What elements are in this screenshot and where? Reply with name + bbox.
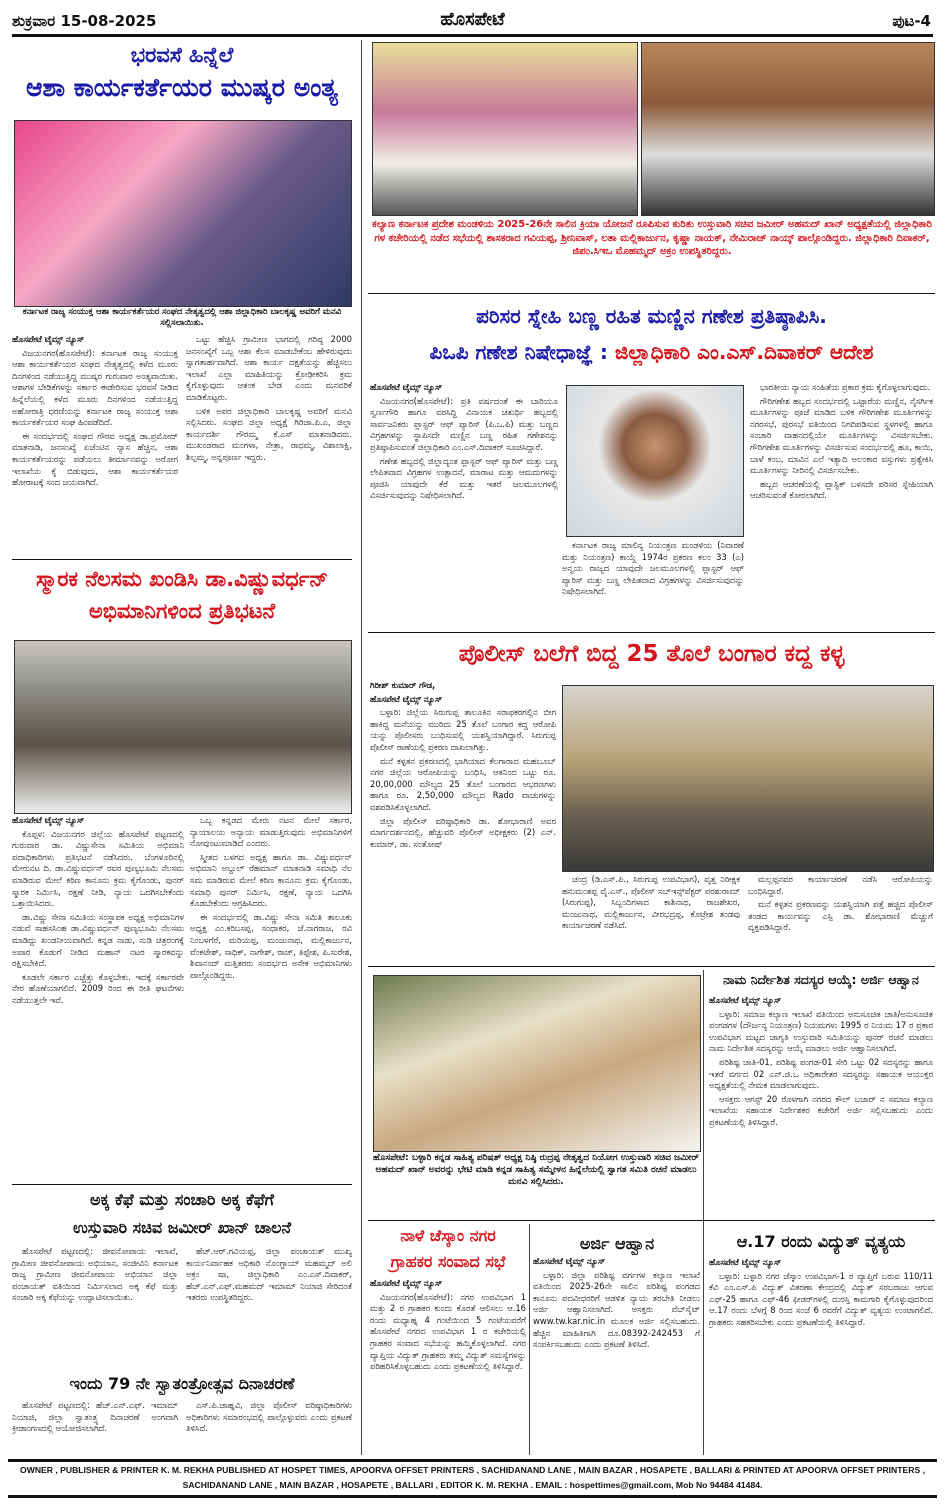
paragraph: ಬಳ್ಳಾರಿ: ಜಿಲ್ಲಾ ಪರಿಶಿಷ್ಟ ವರ್ಗಗಳ ಕಲ್ಯಾಣ ಇಲಾಖೆ ವತಿಯಿಂದ 2025-26ನೇ ಸಾಲಿನ ಪರಿಶಿಷ್ಟ ಪಂಗಡದ ಕಾನೂನು ಪದವೀಧರರಿಗೆ ಆಡಳಿತ ನ್ಯಾಯ ತರಬೇತಿ ನೀಡಲು ಅರ್ಜಿ ಆಹ್ವಾನಿಸಲಾಗಿದೆ. ಆಸಕ್ತರು ವೆಬ್‌ಸೈಟ್ www.tw.kar.nic.in ಮೂಲಕ ಅರ್ಜಿ ಸಲ್ಲಿಸಬಹುದು. ಹೆಚ್ಚಿನ ಮಾಹಿತಿಗಾಗಿ ದೂ.08392-242453 ಗೆ ಸಂಪರ್ಕಿಸಬಹುದು ಎಂದು ಪ್ರಕಟಣೆ ತಿಳಿಸಿದೆ. [533, 1269, 700, 1350]
divider [12, 1184, 352, 1185]
story6-col2 [750, 382, 933, 627]
paragraph: ಹೊಸಪೇಟೆ ಪಟ್ಟಣದಲ್ಲಿ: ಹೆಚ್.ಎನ್.ಎಫ್. ಇಮಾಮ್ ನಿಯಾಜಿ, ಜಿಲ್ಲಾ ಸ್ವಾತಂತ್ರ್ಯ ದಿನಾಚರಣೆ ಅಂಗವಾಗಿ ಕ್ರೀಡಾಂಗಣದಲ್ಲಿ ಆಯೋಜಿಸಲಾಗಿದೆ. [12, 1400, 178, 1434]
story7-col1 [370, 680, 556, 960]
paragraph: ಈ ಸಂದರ್ಭದಲ್ಲಿ ಡಾ.ವಿಷ್ಣು ಸೇನಾ ಸಮಿತಿ ತಾಲೂಕು ಅಧ್ಯಕ್ಷ ಎಂ.ಕರಿಬಸಪ್ಪ, ಸಂಧಾಕರ, ಜೆ.ನಾಗರಾಜ, ರವಿ ನಿಂಬಳಗೆರೆ, ಮರಿಯಪ್ಪ, ಮಂಜುನಾಥ, ಮಲ್ಲಿಕಾರ್ಜುನ, ವೆಂಕಟೇಶ್, ಸಾಧಿಕ್, ನಾಗೇಶ್, ರಾಜ್, ತಿಪ್ಪೇಶ, ಪಿ.ಸುರೇಶ, ಶಿವಾನಂದ್ ಮತ್ತಿತರರು ಸಂದರ್ಭದ ಅನೇಕ ಅಭಿಮಾನಿಗಳು ಪಾಲ್ಗೊಂಡಿದ್ದರು. [190, 911, 352, 980]
paragraph: ವಿಜಯನಗರ(ಹೊಸಪೇಟೆ): ಕರ್ನಾಟಕ ರಾಜ್ಯ ಸಂಯುಕ್ತ ಆಶಾ ಕಾರ್ಯಕರ್ತೆಯರ ಸಂಘದ ನೇತೃತ್ವದಲ್ಲಿ ಕಳೆದ ಮೂರು ದಿನಗಳಿಂದ ನಡೆಯುತ್ತಿದ್ದ ಮುಷ್ಕರ ಗುರುವಾರ ಅಂತ್ಯವಾಯಿತು. ಆಶಾಗಳ ಬೇಡಿಕೆಗಳನ್ನು ಸರ್ಕಾರ ಈಡೇರಿಸುವ ಭರವಸೆ ನೀಡಿದ ಹಿನ್ನೆಲೆಯಲ್ಲಿ ಕಳೆದ ಮೂರು ದಿನಗಳಿಂದ ನಡೆಯುತ್ತಿದ್ದ ಅಹೋರಾತ್ರಿ ಧರಣಿಯನ್ನು ಕರ್ನಾಟಕ ರಾಜ್ಯ ಸಂಯುಕ್ತ ಆಶಾ ಕಾರ್ಯಕರ್ತೆಯರ ಸಂಘ ಹಿಂಪಡೆದಿದೆ. [12, 347, 178, 428]
paragraph: ಬಳಿಕ ಅಪರ ಜಿಲ್ಲಾಧಿಕಾರಿ ಬಾಲಕೃಷ್ಣ ಅವರಿಗೆ ಮನವಿ ಸಲ್ಲಿಸಿದರು. ಸಂಘದ ಜಿಲ್ಲಾ ಅಧ್ಯಕ್ಷೆ ಗಿರಿಜಾ.ಪಿ.ಎ, ಜಿಲ್ಲಾ ಕಾರ್ಯದರ್ಶಿ ಗೌರಮ್ಮ ಕೆ.ಎಸ್ ಮಾತನಾಡಿದರು. ಮುಖಂಡರಾದ ಮಂಗಳಾ, ನೇತ್ರಾ, ರಾಧಮ್ಮ, ವಿಶಾಲಾಕ್ಷಿ, ಶಿಲ್ಪಮ್ಮ, ಅನ್ನಪೂರ್ಣ ಇದ್ದರು. [186, 405, 352, 462]
story2-col1 [12, 815, 184, 1177]
paragraph: ಹಬ್ಬದ ಆಚರಣೆಯಲ್ಲಿ ಪ್ಲಾಸ್ಟಿಕ್ ಬಳಸದೇ ಪರಿಸರ ಸ್ನೇಹಿಯಾಗಿ ಆಚರಿಸುವಂತೆ ಕೋರಲಾಗಿದೆ. [750, 478, 933, 501]
paragraph: ಒಬ್ಬ ಕನ್ನಡದ ಮೇರು ನಟನ ಮೇಲೆ ಸರ್ಕಾರ, ನ್ಯಾಯಾಲಯ ಅನ್ಯಾಯ ಮಾಡುತ್ತಿರುವುದು ಅಭಿಮಾನಿಗಳಿಗೆ ನೋವುಂಟುಮಾಡಿದೆ ಎಂದರು. [190, 815, 352, 849]
story7-col3 [748, 874, 933, 962]
footer-imprint-line2: SACHIDANAND LANE , MAIN BAZAR , HOSAPETE , BALLARI , EDITOR K. M. REKHA . EMAIL : hospettimes@gmail.com, Mob No 94484 41484. [182, 1480, 763, 1490]
story12-byline: ಹೊಸಪೇಟೆ ಟೈಮ್ಸ್ ನ್ಯೂಸ್ [709, 1257, 782, 1267]
story8-caption: ಹೊಸಪೇಟೆ: ಬಳ್ಳಾರಿ ಕನ್ನಡ ಸಾಹಿತ್ಯ ಪರಿಷತ್ ಅಧ್ಯಕ್ಷ ನಿಷ್ಠಿ ರುದ್ರಪ್ಪ ನೇತೃತ್ವದ ನಿಯೋಗ ಉಸ್ತುವಾರಿ ಸಚಿವ ಜಮೀರ್ ಅಹಮದ್ ಖಾನ್ ಅವರನ್ನು ಭೇಟಿ ಮಾಡಿ ಕನ್ನಡ ಸಾಹಿತ್ಯ ಸಮ್ಮೇಳನ ಹಿನ್ನೆಲೆಯಲ್ಲಿ ಸ್ವಾಗತ ಸಮಿತಿ ರಚನೆ ಮಾಡಲು ಮನವಿ ಸಲ್ಲಿಸಿದರು. [373, 1153, 699, 1188]
page-number: ಪುಟ-4 [892, 12, 931, 30]
story1-col1 [12, 334, 178, 556]
divider [12, 559, 352, 560]
footer-imprint-line1: OWNER , PUBLISHER & PRINTER K. M. REKHA PUBLISHED AT HOSPET TIMES, APOORVA OFFSET PRINTERS , SACHIDANAND LANE , MAIN BAZAR , HOSAPETE , BALLARI & PRINTED AT APOORVA OFFSET PRINTERS , [20, 1465, 925, 1475]
paragraph: ಗಣೇಶ ಹಬ್ಬದಲ್ಲಿ ಜಿಲ್ಲಾದ್ಯಂತ ಪ್ಲಾಸ್ಟರ್ ಆಫ್ ಪ್ಯಾರಿಸ್ ಮತ್ತು ಬಣ್ಣ ಲೇಪಿತವಾದ ವಿಗ್ರಹಗಳ ಉತ್ಪಾದನೆ, ಮಾರಾಟ ಮತ್ತು ಆಮದುಗಳನ್ನು ಪೂಜಿಸಿ ಯಾವುದೇ ಕೆರೆ ಮತ್ತು ಇತರೆ ಜಲಮೂಲಗಳಲ್ಲಿ ವಿಸರ್ಜಿಸುವುದನ್ನು ನಿಷೇಧಿಸಲಾಗಿದೆ. [370, 455, 558, 501]
story3-col1 [12, 1246, 178, 1368]
paragraph: ಎಸ್.ಪಿ.ಜಾಹ್ನವಿ, ಜಿಲ್ಲಾ ಪೊಲೀಸ್ ವರಿಷ್ಠಾಧಿಕಾರಿಗಳು ಅಧಿಕಾರಿಗಳು ಸಮಾರಂಭದಲ್ಲಿ ಪಾಲ್ಗೊಳ್ಳುವರು ಎಂದು ಪ್ರಕಟಣೆ ತಿಳಿಸಿದೆ. [186, 1400, 352, 1434]
paragraph: ಭಾರತೀಯ ನ್ಯಾಯ ಸಂಹಿತೆಯ ಪ್ರಕಾರ ಕ್ರಮ ಕೈಗೊಳ್ಳಲಾಗುವುದು. [760, 382, 931, 392]
paragraph: ಮನೆ ಕಳ್ಳತನ ಪ್ರಕರಣದಲ್ಲಿ ಭಾಗಿಯಾದ ಕೆಲಗಾರಾದ ಮಹಬೂಬ್ ನಗರ ಜಿಲ್ಲೆಯ ಆರೋಪಿಯನ್ನು ಬಂಧಿಸಿ, ಆತನಿಂದ ಒಟ್ಟು ರೂ. 20,00,000 ಮೌಲ್ಯದ 25 ತೊಲೆ ಬಂಗಾರದ ಆಭರಣಗಳು ಹಾಗೂ ರೂ. 2,50,000 ಮೌಲ್ಯದ Rado ವಾಚುಗಳನ್ನು ವಶಪಡಿಸಿಕೊಳ್ಳಲಾಗಿದೆ. [370, 755, 556, 812]
story9-headline: ನಾಮ ನಿರ್ದೇಶಿತ ಸದಸ್ಯರ ಆಯ್ಕೆ: ಅರ್ಜಿ ಆಹ್ವಾನ [723, 972, 919, 987]
story1-col2 [186, 334, 352, 556]
collector-photo [566, 385, 744, 537]
paragraph: ಪರಿಶಿಷ್ಟ ಜಾತಿ-01, ಪರಿಶಿಷ್ಟ ಪಂಗಡ-01 ಸೇರಿ ಒಟ್ಟು 02 ಸದಸ್ಯರನ್ನು ಹಾಗೂ ಇತರೆ ವರ್ಗದ 02 ಎನ್.ಜಿ.ಒ ಅಧಿಕಾರೇತರ ಸದಸ್ಯರನ್ನು ಸಹಾಯಕ ಆಯುಕ್ತರ ಅಧ್ಯಕ್ಷತೆಯಲ್ಲಿ ನೇಮಕ ಮಾಡಲಾಗುವುದು. [709, 1056, 933, 1091]
story2-byline: ಹೊಸಪೇಟೆ ಟೈಮ್ಸ್ ನ್ಯೂಸ್ [12, 815, 85, 825]
story4-headline: ಇಂದು 79 ನೇ ಸ್ವಾತಂತ್ರೋತ್ಸವ ದಿನಾಚರಣೆ [69, 1374, 295, 1393]
masthead-title: ಹೊಸಪೇಟೆ [440, 9, 505, 30]
story3-headline-line1: ಅಕ್ಕ ಕೆಫೆ ಮತ್ತು ಸಂಚಾರಿ ಅಕ್ಕ ಕೆಫೆಗೆ [90, 1190, 274, 1209]
story10-headline-line2: ಗ್ರಾಹಕರ ಸಂವಾದ ಸಭೆ [390, 1252, 506, 1271]
story6-headline-part1: ಪಿಒಪಿ ಗಣೇಶ ನಿಷೇಧಾಜ್ಞೆ : [429, 340, 615, 364]
paragraph: ಡಾ.ವಿಷ್ಣು ಸೇನಾ ಸಮಿತಿಯ ಸಂಸ್ಥಾಪಕ ಅಧ್ಯಕ್ಷ ಅಭಿಮಾನಿಗಳ ನಡುವೆ ಸಾಹಸಸಿಂಹ ಡಾ.ವಿಷ್ಣುವರ್ಧನ್ ಪುಣ್ಯಭೂಮಿ ನೆಲಸಮ ಮಾಡಿದ್ದು ಖಂಡನೀಯವಾಗಿದೆ. ಕನ್ನಡ ನಾಡು, ನುಡಿ ಚಿತ್ರರಂಗಕ್ಕೆ ಅಪಾರ ಕೊಡುಗೆ ನೀಡಿದ ಮಹಾನ್ ನಟರ ಸ್ಮಾರಕವನ್ನು ರಕ್ಷಿಸಬೇಕಿದೆ. [12, 911, 184, 969]
column-divider [529, 1224, 530, 1455]
column-divider [361, 40, 362, 1455]
masthead-rule [12, 34, 933, 37]
story3-headline-line2: ಉಸ್ತುವಾರಿ ಸಚಿವ ಜಮೀರ್ ಖಾನ್ ಚಾಲನೆ [72, 1218, 292, 1237]
story7-reporter: ಗಿರೀಶ್ ಕುಮಾರ್ ಗೌಡ, [370, 680, 436, 690]
story10-body [370, 1278, 526, 1453]
paragraph: ಮನೆ ಕಳ್ಳತನ ಪ್ರಕರಣವನ್ನು ಯಶಸ್ವಿಯಾಗಿ ಪತ್ತೆ ಹಚ್ಚಿದ ಪೊಲೀಸ್ ತಂಡದ ಕಾರ್ಯವನ್ನು ಎಸ್ಪಿ ಡಾ. ಶೋಭಾರಾಣಿ ಮೆಚ್ಚುಗೆ ವ್ಯಕ್ತಪಡಿಸಿದ್ದಾರೆ. [748, 899, 933, 933]
paragraph: ಒಟ್ಟು ಹೆಚ್ಚಿಸಿ ಗ್ರಾಮೀಣ ಭಾಗದಲ್ಲಿ ಗರಿಷ್ಠ 2000 ಜನಸಂಖ್ಯೆಗೆ ಒಬ್ಬ ಆಶಾ ಕೆಲಸ ಮಾಡಬೇಕೆಂಬ ಹೇಳಿರುವುದು ಸ್ವಾಗತಾರ್ಹವಾಗಿದೆ. ಆಶಾ ಕಾರ್ಯ ದಕ್ಷತೆಯನ್ನು ಹೆಚ್ಚಿಸಲು ಇಲಾಖೆ ಎಲ್ಲಾ ಮಾಹಿತಿಯನ್ನು ಕ್ರೋಢೀಕರಿಸಿ ಕ್ರಮ ಕೈಗೊಳ್ಳುವುದು ಆತಂಕ ಬೇಡ ಎಂದು ಮನವರಿಕೆ ಮಾಡಿಕೊಟ್ಟರು. [186, 334, 352, 402]
paragraph: ಕೊಪ್ಪಳ: ವಿಜಯನಗರ ಜಿಲ್ಲೆಯ ಹೊಸಪೇಟೆ ಪಟ್ಟಣದಲ್ಲಿ ಗುರುವಾರ ಡಾ. ವಿಷ್ಣುಸೇನಾ ಸಮಿತಿಯ ಅಭಿಮಾನಿ ಪದಾಧಿಕಾರಿಗಳು ಪ್ರತಿಭಟನೆ ನಡೆಸಿದರು. ಬೆಂಗಳೂರಿನಲ್ಲಿ ಮೇರುನಟ ದಿ. ಡಾ.ವಿಷ್ಣುವರ್ಧನ್ ರವರ ಪುಣ್ಯಭೂಮಿ ನೆಲಸಮ ಮಾಡಿರುವ ಮೇಲೆ ಕಠಿಣ ಕಾನೂನು ಕ್ರಮ ಕೈಗೊಂಡು, ಪುನರ್ ಸ್ಮಾರಕ ನಿರ್ಮಿಸಿ, ರಕ್ಷಣೆ ನೀಡಿ, ನ್ಯಾಯ ಒದಗಿಸಬೇಕೆಂದು ಒತ್ತಾಯಿಸಿದರು. [12, 828, 184, 909]
paragraph: ಕೂಡಲೇ ಸರ್ಕಾರ ಎಚ್ಚೆತ್ತು ಕೊಳ್ಳಬೇಕು. ಇದಕ್ಕೆ ಸರ್ಕಾರವೇ ನೇರ ಹೊಣೆಯಾಗಲಿದೆ. 2009 ರಿಂದ ಈ ರೀತಿ ಘಟನೆಗಳು ನಡೆಯುತ್ತಲೇ ಇವೆ. [12, 971, 184, 1005]
paragraph: ಹೊಸಪೇಟೆ ಪಟ್ಟಣದಲ್ಲಿ: ಜೀವನೋಪಾಯ ಇಲಾಖೆ, ಗ್ರಾಮೀಣ ಜೀವನೋಪಾಯ ಅಭಿಯಾನ, ಸಂಜೀವಿನಿ ಕರ್ನಾಟಕ ರಾಜ್ಯ ಗ್ರಾಮೀಣ ಜೀವನೋಪಾಯ ಅಭಿಯಾನ ಜಿಲ್ಲಾ ಪಂಚಾಯತ್ ವತಿಯಿಂದ ನಿರ್ಮಿಸಲಾದ ಅಕ್ಕ ಕೆಫೆ ಮತ್ತು ಸಂಚಾರಿ ಅಕ್ಕ ಕೆಫೆಯನ್ನು ಉದ್ಘಾಟಿಸಲಾಯಿತು. [12, 1246, 178, 1303]
divider [368, 966, 935, 967]
paragraph: ಕರ್ನಾಟಕ ರಾಜ್ಯ ಮಾಲಿನ್ಯ ನಿಯಂತ್ರಣ ಮಂಡಳಿಯ (ನಿವಾರಣೆ ಮತ್ತು ನಿಯಂತ್ರಣ) ಕಾಯ್ದೆ 1974ರ ಪ್ರಕರಣ ಕಲಂ 33 (ಎ) ಅನ್ವಯ ರಾಜ್ಯದ ಯಾವುದೇ ಜಲಮೂಲಗಳಲ್ಲಿ ಪ್ಲಾಸ್ಟರ್ ಆಫ್ ಪ್ಯಾರಿಸ್ ಮತ್ತು ಬಣ್ಣ ಲೇಪಿತವಾದ ವಿಗ್ರಹಗಳನ್ನು ವಿಸರ್ಜಿಸುವುದನ್ನು ನಿಷೇಧಿಸಲಾಗಿದೆ. [562, 540, 744, 597]
paragraph: ಹೆಚ್.ಆರ್.ಗವಿಯಪ್ಪ, ಜಿಲ್ಲಾ ಪಂಚಾಯತ್ ಮುಖ್ಯ ಕಾರ್ಯನಿರ್ವಾಹಕ ಅಧಿಕಾರಿ ನೊಂಗ್ಜಾಯ್ ಮಹಮ್ಮದ್ ಅಲಿ ಅಕ್ರಂ ಷಾ, ಜಿಲ್ಲಾಧಿಕಾರಿ ಎಂ.ಎಸ್.ದಿವಾಕರ್, ಹೆಚ್.ಎನ್.ಎಫ್.ಮಹಮದ್ ಇಮಾಮ್ ನಿಯಾಜಿ ಸೇರಿದಂತೆ ಇತರರು ಉಪಸ್ಥಿತರಿದ್ದರು. [186, 1246, 352, 1303]
paragraph: ಜಿಲ್ಲಾ ಪೊಲೀಸ್ ವರಿಷ್ಠಾಧಿಕಾರಿ ಡಾ. ಶೋಭಾರಾಣಿ ಅವರ ಮಾರ್ಗದರ್ಶನದಲ್ಲಿ, ಹೆಚ್ಚುವರಿ ಪೊಲೀಸ್ ಅಧೀಕ್ಷಕರು (2) ಎನ್. ಕುಮಾರ್, ಡಾ. ಸಂತೋಷ್ [370, 815, 556, 849]
story7-byline: ಹೊಸಪೇಟೆ ಟೈಮ್ಸ್ ನ್ಯೂಸ್ [370, 693, 443, 704]
story2-photo [14, 640, 352, 814]
story11-headline: ಅರ್ಜಿ ಆಹ್ವಾನ [579, 1234, 655, 1253]
story7-headline: ಪೊಲೀಸ್ ಬಲೆಗೆ ಬಿದ್ದ 25 ತೊಲೆ ಬಂಗಾರ ಕದ್ದ ಕಳ್ಳ [458, 641, 845, 667]
column-divider [703, 970, 704, 1455]
story12-headline: ಆ.17 ರಂದು ವಿದ್ಯುತ್ ವ್ಯತ್ಯಯ [736, 1232, 906, 1251]
footer-rule-bottom [8, 1495, 937, 1498]
story3-col2 [186, 1246, 352, 1368]
story7-col2 [562, 874, 740, 962]
paragraph: ವಿಜಯನಗರ(ಹೊಸಪೇಟೆ): ನಗರ ಉಪವಿಭಾಗ 1 ಮತ್ತು 2 ರ ಗ್ರಾಹಕರ ಕುಂದು ಕೊರತೆ ಆಲಿಸಲು ಆ.16 ರಂದು ಮಧ್ಯಾಹ್ನ 4 ಗಂಟೆಯಿಂದ 5 ಗಂಟೆಯವರೆಗೆ ಹೊಸಪೇಟೆ ನಗರದ ಉಪವಿಭಾಗ 1 ರ ಕಚೇರಿಯಲ್ಲಿ ಗ್ರಾಹಕರ ಸಂವಾದ ಸಭೆಯನ್ನು ಹಮ್ಮಿಕೊಳ್ಳಲಾಗಿದೆ. ನಗರ ವ್ಯಾಪ್ತಿಯ ವಿದ್ಯುತ್ ಗ್ರಾಹಕರು ತಮ್ಮ ವಿದ್ಯುತ್ ಸಮಸ್ಯೆಗಳನ್ನು ಪರಿಹರಿಸಿಕೊಳ್ಳಬಹುದು ಎಂದು ಪ್ರಕಟಣೆಯಲ್ಲಿ ತಿಳಿಸಿದ್ದಾರೆ. [370, 1291, 526, 1372]
divider [368, 632, 935, 633]
story1-caption: ಕರ್ನಾಟಕ ರಾಜ್ಯ ಸಂಯುಕ್ತ ಆಶಾ ಕಾರ್ಯಕರ್ತೆಯರ ಸಂಘದ ನೇತೃತ್ವದಲ್ಲಿ ಆಶಾ ಜಿಲ್ಲಾಧಿಕಾರಿ ಬಾಲಕೃಷ್ಣ ಅವರಿಗೆ ಮನವಿ ಸಲ್ಲಿಸಲಾಯಿತು. [22, 307, 342, 329]
paragraph: ಆಸಕ್ತರು ಆಗಸ್ಟ್ 20 ರೊಳಗಾಗಿ ನಗರದ ಕೌಲ್ ಬಜಾರ್ ನ ಸಮಾಜ ಕಲ್ಯಾಣ ಇಲಾಖೆಯ ಸಹಾಯಕ ನಿರ್ದೇಶಕರ ಕಚೇರಿಗೆ ಅರ್ಜಿ ಸಲ್ಲಿಸಬಹುದು ಎಂದು ಪ್ರಕಟಣೆಯಲ್ಲಿ ತಿಳಿಸಿದ್ದಾರೆ. [709, 1093, 933, 1127]
story1-kicker: ಭರವಸೆ ಹಿನ್ನೆಲೆ [130, 43, 234, 67]
story6-headline-line1: ಪರಿಸರ ಸ್ನೇಹಿ ಬಣ್ಣ ರಹಿತ ಮಣ್ಣಿನ ಗಣೇಶ ಪ್ರತಿಷ್ಠಾಪಿಸಿ. [476, 304, 827, 328]
story6-headline-part2: ಜಿಲ್ಲಾಧಿಕಾರಿ ಎಂ.ಎಸ್.ದಿವಾಕರ್ ಆದೇಶ [614, 340, 874, 364]
story11-body [533, 1256, 700, 1453]
story6-col1 [370, 382, 558, 627]
story12-body [709, 1257, 933, 1453]
paragraph: ಈ ಸಂದರ್ಭದಲ್ಲಿ ಸಂಘದ ಗೌರವ ಅಧ್ಯಕ್ಷ ಡಾ.ಪ್ರಮೋದ್ ಮಾತನಾಡಿ, ಜನಸಂಖ್ಯೆ ಏಜೆಂಟಿನ ನ್ಯಾಸ ಹೆಚ್ಚಿನ, ಆಶಾ ಕಾರ್ಯಕರ್ತೆಯರನ್ನು ಪಡೆಯಲು ತೀರ್ಮಾನವನ್ನು ಅರೋಗ ಇಲಾಖೆಯ ಕೈ ಬಿಡುವುದು, ಆಶಾ ಕಾರ್ಯಕರ್ತೆಯರ ಹೋರಾಟಕ್ಕೆ ಸಂದ ಜಯವಾಗಿದೆ. [12, 430, 178, 488]
story5-caption: ಕಲ್ಯಾಣ ಕರ್ನಾಟಕ ಪ್ರದೇಶ ಮಂಡಳಿಯ 2025-26ನೇ ಸಾಲಿನ ಕ್ರಿಯಾ ಯೋಜನೆ ರೂಪಿಸುವ ಕುರಿತು ಉಸ್ತುವಾರಿ ಸಚಿವ ಜಮೀರ್ ಅಹಮದ್ ಖಾನ್ ಅಧ್ಯಕ್ಷತೆಯಲ್ಲಿ ಜಿಲ್ಲಾಧಿಕಾರಿ ಗಳ ಕಚೇರಿಯಲ್ಲಿ ನಡೆದ ಸಭೆಯಲ್ಲಿ ಶಾಸಕರಾದ ಗವಿಯಪ್ಪ, ಶ್ರೀನಿವಾಸ್, ಲತಾ ಮಲ್ಲಿಕಾರ್ಜುನ, ಕೃಷ್ಣಾ ನಾಯಕ್, ನೇಮಿರಾಜ್ ನಾಯ್ಕ್ ಪಾಲ್ಗೊಂಡಿದ್ದರು. ಜಿಲ್ಲಾಧಿಕಾರಿ ದಿವಾಕರ್, ಜಿಪಂ.ಸಿಇಒ ಮೊಹಮ್ಮದ್ ಅಕ್ರಂ ಉಪಸ್ಥಿತರಿದ್ದರು. [372, 219, 932, 257]
paragraph: ಬಳ್ಳಾರಿ: ಸಮಾಜ ಕಲ್ಯಾಣ ಇಲಾಖೆ ವತಿಯಿಂದ ಅನುಸೂಚಿತ ಜಾತಿ/ಅನುಸೂಚಿತ ಪಂಗಡಗಳ (ದೌರ್ಜನ್ಯ ನಿಯಂತ್ರಣ) ನಿಯಮಗಳು 1995 ರ ನಿಯಮ 17 ರ ಪ್ರಕಾರ ಉಪವಿಭಾಗ ಮಟ್ಟದ ಜಾಗೃತಿ ಉಸ್ತುವಾರಿ ಸಮಿತಿಯನ್ನು ಪುನರ್ ರಚನೆ ಮಾಡಲು ನಾಮ ನಿರ್ದೇಶಿತ ಸದಸ್ಯರನ್ನು ಆಯ್ಕೆ ಮಾಡಲು ಅರ್ಜಿ ಆಹ್ವಾನಿಸಲಾಗಿದೆ. [709, 1008, 933, 1054]
paragraph: ಬಳ್ಳಾರಿ: ಬಳ್ಳಾರಿ ನಗರ ಜೆಸ್ಕಾಂ ಉಪವಿಭಾಗ-1 ರ ವ್ಯಾಪ್ತಿಗೆ ಬರುವ 110/11 ಕೆವಿ ಎಂ.ಎಸ್.ಪಿ ವಿದ್ಯುತ್ ವಿತರಣಾ ಕೇಂದ್ರದಲ್ಲಿ ವಿದ್ಯುತ್ ಸರಬರಾಜು ಆಗುವ ಎಫ್-25 ಹಾಗೂ ಎಫ್-46 ಫೀಡರ್‌ಗಳಲ್ಲಿ ದುರಸ್ತಿ ಕಾಮಗಾರಿ ಕೈಗೊಳ್ಳುವುದರಿಂದ ಆ.17 ರಂದು ಬೆಳಗ್ಗೆ 8 ರಿಂದ ಸಂಜೆ 6 ರವರೆಗೆ ವಿದ್ಯುತ್ ವ್ಯತ್ಯಯ ಉಂಟಾಗಲಿದೆ. ಗ್ರಾಹಕರು ಸಹಕರಿಸಬೇಕು ಎಂದು ಪ್ರಕಟಣೆಯಲ್ಲಿ ತಿಳಿಸಿದ್ದಾರೆ. [709, 1270, 933, 1327]
story1-photo [14, 120, 352, 307]
story6-photo-caption [562, 540, 744, 627]
story9-byline: ಹೊಸಪೇಟೆ ಟೈಮ್ಸ್ ನ್ಯೂಸ್ [709, 995, 782, 1005]
issue-date: ಶುಕ್ರವಾರ 15-08-2025 [12, 12, 157, 30]
paragraph: ವಿಜಯನಗರ(ಹೊಸಪೇಟೆ): ಪ್ರತಿ ವರ್ಷದಂತೆ ಈ ಬಾರಿಯೂ ಸ್ವರ್ಣಗೌರಿ ಹಾಗೂ ವರಸಿದ್ಧಿ ವಿನಾಯಕ ಚತುರ್ಥಿ ಹಬ್ಬದಲ್ಲಿ ಸಾರ್ವಜನಿಕರು ಪ್ಲಾಸ್ಟರ್ ಆಫ್ ಪ್ಯಾರಿಸ್ (ಪಿ.ಒ.ಪಿ) ಮತ್ತು ಬಣ್ಣದ ವಿಗ್ರಹಗಳನ್ನು ಸ್ಥಾಪಿಸದೇ ಮಣ್ಣಿನ ಬಣ್ಣ ರಹಿತ ಗಣೇಶನನ್ನು ಪ್ರತಿಷ್ಠಾಪಿಸುವಂತೆ ಜಿಲ್ಲಾಧಿಕಾರಿ ಎಂ.ಎಸ್.ದಿವಾಕರ್ ಸೂಚಿಸಿದ್ದಾರೆ. [370, 395, 558, 452]
story4-col2 [186, 1400, 352, 1455]
paragraph: ಗೌರಿಗಣೇಶ ಹಬ್ಬದ ಸಂದರ್ಭದಲ್ಲಿ ಒಟ್ಟಾರೆಯ ಮಣ್ಣಿನ, ನೈಸರ್ಗಿಕ ಮೂರ್ತಿಗಳನ್ನು ಪೂಜೆ ಮಾಡಿದ ಬಳಿಕ ಗೌರಿಗಣೇಶ ಮೂರ್ತಿಗಳನ್ನು ನಗರಸಭೆ, ಪುರಸಭೆ ವತಿಯಿಂದ ನಿಗದಿಪಡಿಸುವ ಸ್ಥಳಗಳಲ್ಲಿ ಹಾಗೂ ಸಂಚಾರಿ ವಾಹನದಲ್ಲಿಯೇ ಮೂರ್ತಿಗಳನ್ನು ವಿಸರ್ಜಿಸಬೇಕು. ಗೌರಿಗಣೇಶ ಮೂರ್ತಿಗಳನ್ನು ವಿಸರ್ಜಿಸುವ ಸಂದರ್ಭದಲ್ಲಿ ಹೂ, ಕಾಯಿ, ಬಾಳೆ ಕಂಬ, ಮಾವಿನ ಎಲೆ ಇತ್ಯಾದಿ ಅಲಂಕಾರ ವಸ್ತುಗಳು ಪ್ರತ್ಯೇಕಿಸಿ ಮೂರ್ತಿಗಳನ್ನು ನೀರಿನಲ್ಲಿ ವಿಸರ್ಜಿಸಬೇಕು. [750, 395, 933, 476]
police-photo [562, 685, 934, 872]
paragraph: ಚಂದ್ರ (ಡಿ.ಎಸ್.ಪಿ., ಸಿರುಗುಪ್ಪ ಉಪವಿಭಾಗ), ವೃತ್ತ ನಿರೀಕ್ಷಕ ಹನುಮಂತಪ್ಪ ವೈ.ಎಸ್., ಪೊಲೀಸ್ ಸಬ್‌ಇನ್ಸ್‌ಪೆಕ್ಟರ್ ಪರಶುರಾಮ್ (ಸಿರುಗುಪ್ಪ), ಸಿಬ್ಬಂದಿಗಳಾದ ಕಾಶಿನಾಥ, ರಾಜಶೇಖರ, ಮಂಜುನಾಥ, ಮಲ್ಲಿಕಾರ್ಜುನ, ವೀರಭದ್ರಪ್ಪ, ಕೊಟ್ರೇಶ ತಂಡವು ಕಾರ್ಯಾಚರಣೆ ನಡೆಸಿದೆ. [562, 874, 740, 931]
divider [368, 1220, 935, 1221]
story1-byline: ಹೊಸಪೇಟೆ ಟೈಮ್ಸ್ ನ್ಯೂಸ್ [12, 334, 85, 344]
story1-headline: ಆಶಾ ಕಾರ್ಯಕರ್ತೆಯರ ಮುಷ್ಕರ ಅಂತ್ಯ [26, 73, 338, 102]
story2-col2 [190, 815, 352, 1177]
story4-col1 [12, 1400, 178, 1455]
story10-headline-line1: ನಾಳೆ ಚೆಸ್ಕಾಂ ನಗರ [400, 1226, 496, 1245]
divider [368, 293, 935, 294]
story6-headline-line2 [368, 340, 935, 365]
paragraph: ಬಳ್ಳಾರಿ: ಜಿಲ್ಲೆಯ ಸಿರುಗುಪ್ಪ ತಾಲೂಕಿನ ಸರಾಫಕರಗಲ್ಲಿನ ಬೀಗ ಹಾಕಿದ್ದ ಮನೆಯನ್ನು ಮುರಿದು 25 ತೊಲೆ ಬಂಗಾರ ಕದ್ದ ಆರೋಪಿ ಯನ್ನು ಪೊಲೀಸರು ಬಂಧಿಸುವಲ್ಲಿ ಯಶಸ್ವಿಯಾಗಿದ್ದಾರೆ. ಸಿರುಗುಪ್ಪ ಪೊಲೀಸ್ ಠಾಣೆಯಲ್ಲಿ ಪ್ರಕರಣ ದಾಖಲಾಗಿತ್ತು. [370, 707, 556, 752]
felicitation-photo [373, 975, 701, 1152]
story9-body [709, 995, 933, 1215]
paragraph: ಸ್ಮೀತದ ಬಳಗದ ಅಧ್ಯಕ್ಷ ಹಾಗೂ ಡಾ. ವಿಷ್ಣುವರ್ಧನ್ ಅಭಿಮಾನಿ ಅಬ್ದುಲ್ ರೆಹಮಾನ್ ಮಾತನಾಡಿ ಸಮಾಧಿ ನೆಲ ಸಮ ಮಾಡಿರುವ ಮೇಲೆ ಕಠಿಣ ಕಾನೂನು ಕ್ರಮ ಕೈಗೊಂಡು, ಸಮಾಧಿ ಪುನರ್ ನಿರ್ಮಿಸಿ, ರಕ್ಷಣೆ, ನ್ಯಾಯ ಒದಗಿಸಿ ಕೊಡಬೇಕೆಂದು ಆಗ್ರಹಿಸಿದರು. [190, 851, 352, 909]
story2-headline-line2: ಅಭಿಮಾನಿಗಳಿಂದ ಪ್ರತಿಭಟನೆ [88, 599, 276, 623]
story6-byline: ಹೊಸಪೇಟೆ ಟೈಮ್ಸ್ ನ್ಯೂಸ್ [370, 382, 443, 392]
story10-byline: ಹೊಸಪೇಟೆ ಟೈಮ್ಸ್ ನ್ಯೂಸ್ [370, 1278, 443, 1288]
paragraph: ಮಲ್ಲಪ್ಪನವರ ಕಾರ್ಯಾಚರಣೆ ನಡೆಸಿ ಆರೋಪಿಯನ್ನು ಬಂಧಿಸಿದ್ದಾರೆ. [748, 874, 933, 896]
story2-headline-line1: ಸ್ಮಾರಕ ನೆಲಸಮ ಖಂಡಿಸಿ ಡಾ.ವಿಷ್ಣುವರ್ಧನ್ [35, 567, 329, 591]
footer-rule-top [8, 1459, 937, 1462]
meeting-photo-2 [641, 42, 935, 216]
meeting-photo-1 [372, 42, 638, 216]
story11-byline: ಹೊಸಪೇಟೆ ಟೈಮ್ಸ್ ನ್ಯೂಸ್ [533, 1256, 606, 1266]
